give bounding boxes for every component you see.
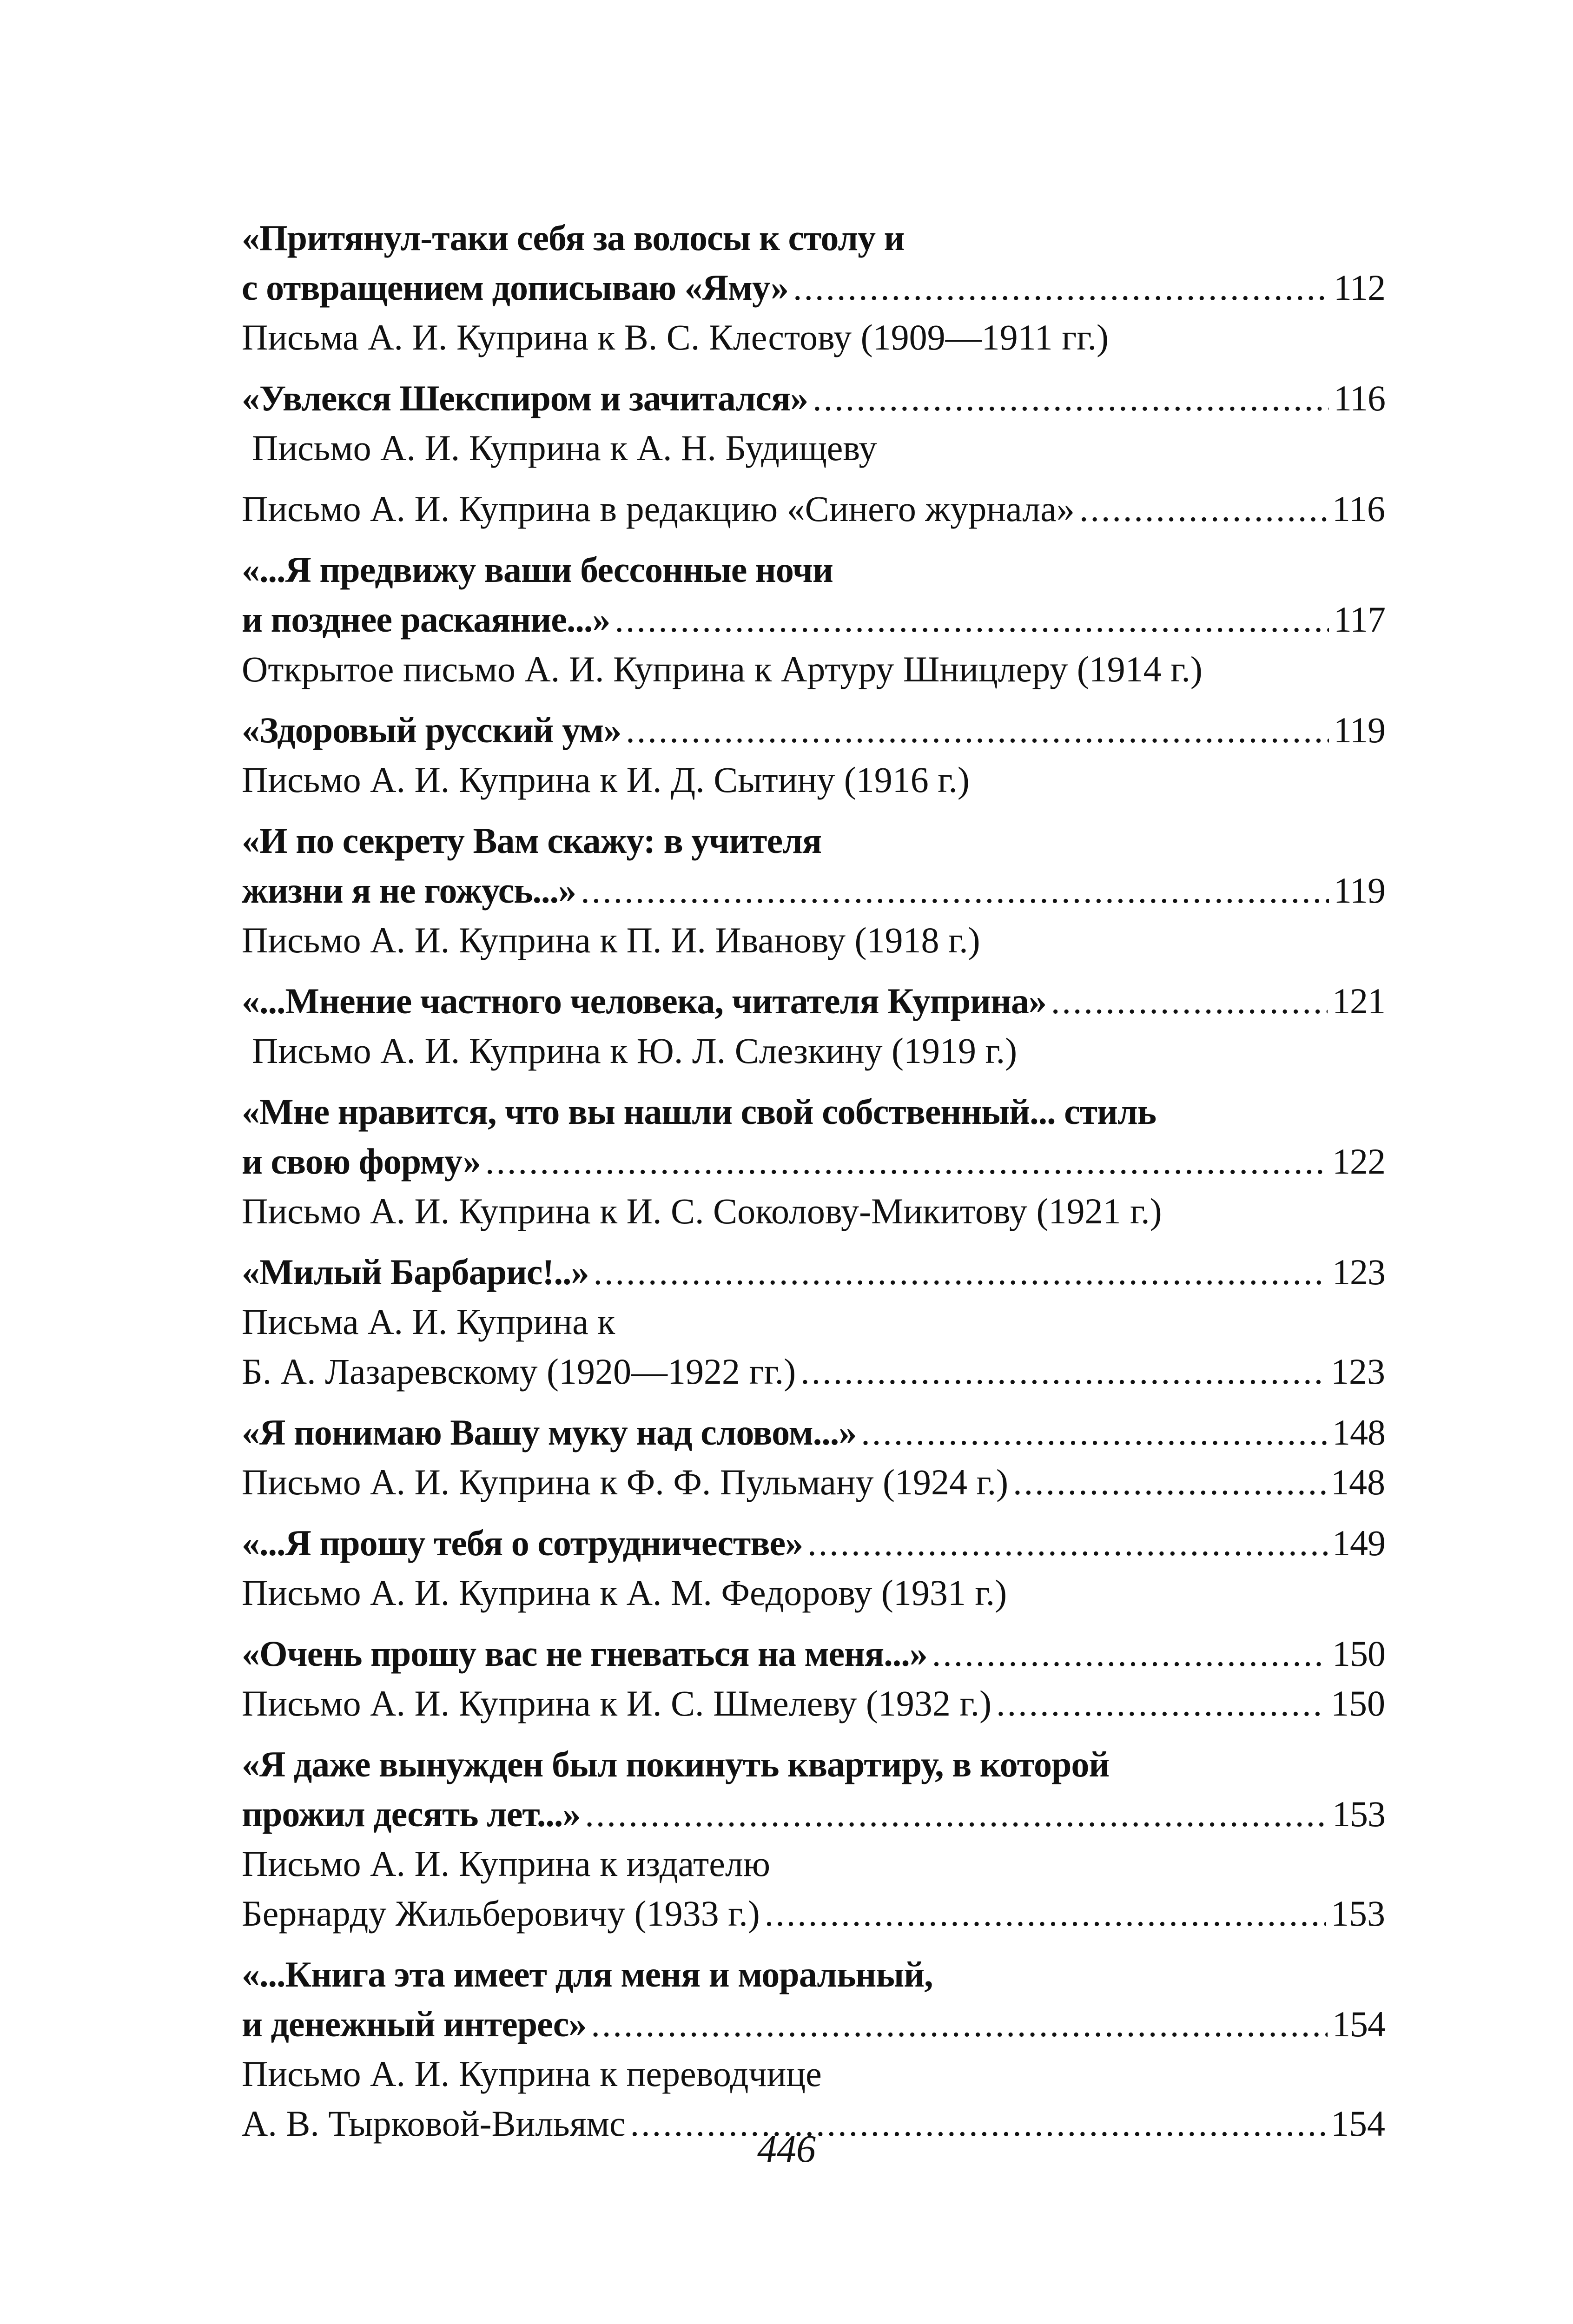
toc-line-text: и позднее раскаяние...» [242, 599, 610, 640]
toc-entry [242, 976, 1385, 1076]
toc-line-text: «...Мнение частного человека, читателя Куприна» [242, 981, 1046, 1021]
toc-subtitle-line [242, 1347, 1385, 1396]
toc-line-text: Письмо А. И. Куприна в редакцию «Синего журнала» [242, 489, 1075, 529]
toc-line-text: и денежный интерес» [242, 2004, 587, 2044]
toc-heading-line [242, 1518, 1385, 1568]
toc-entry [242, 545, 1385, 694]
toc-line-text: Открытое письмо А. И. Куприна к Артуру Шницлеру (1914 г.) [242, 649, 1203, 689]
dot-leader [626, 705, 1329, 755]
toc-line-text: Письмо А. И. Куприна к переводчице [242, 2053, 822, 2094]
dot-leader [800, 1347, 1326, 1396]
toc-page-number: 153 [1332, 1794, 1385, 1834]
dot-leader [1079, 484, 1328, 534]
toc-line-text: с отвращением дописываю «Яму» [242, 267, 789, 308]
toc-page-number: 153 [1331, 1893, 1385, 1934]
toc-entry [242, 373, 1385, 473]
dot-leader [594, 1247, 1328, 1297]
table-of-contents [242, 213, 1385, 2159]
dot-leader [585, 1789, 1328, 1839]
toc-line-text: Письмо А. И. Куприна к И. Д. Сытину (1916 г.) [242, 759, 970, 800]
toc-line-text: жизни я не гожусь...» [242, 870, 576, 911]
dot-leader [807, 1518, 1328, 1568]
toc-heading-line [242, 1247, 1385, 1297]
toc-subtitle-line [242, 1457, 1385, 1507]
toc-heading-line [242, 373, 1385, 423]
toc-line-text: Письмо А. И. Куприна к А. Н. Будищеву [252, 428, 877, 468]
dot-leader [581, 865, 1329, 915]
toc-heading-line [242, 1087, 1385, 1136]
toc-page-number: 150 [1331, 1683, 1385, 1723]
toc-heading-line [242, 594, 1385, 644]
dot-leader [1051, 976, 1328, 1026]
toc-subtitle-line [242, 755, 1385, 805]
toc-page-number: 150 [1332, 1633, 1385, 1674]
toc-line-text: «И по секрету Вам скажу: в учителя [242, 820, 822, 861]
toc-line-text: «Притянул-таки себя за волосы к столу и [242, 218, 905, 258]
toc-entry [242, 1407, 1385, 1507]
toc-heading-line [242, 1949, 1385, 1999]
dot-leader [485, 1136, 1328, 1186]
toc-line-text: Письмо А. И. Куприна к И. С. Соколову-Микитову (1921 г.) [242, 1191, 1162, 1231]
toc-entry [242, 1247, 1385, 1396]
toc-page-number: 148 [1332, 1412, 1385, 1452]
toc-line-text: «Я даже вынужден был покинуть квартиру, в которой [242, 1744, 1110, 1784]
toc-heading-line [242, 705, 1385, 755]
toc-line-text: Письмо А. И. Куприна к Ю. Л. Слезкину (1919 г.) [252, 1030, 1018, 1071]
toc-heading-line [242, 1999, 1385, 2049]
toc-page-number: 117 [1333, 599, 1385, 640]
toc-heading-line [242, 1789, 1385, 1839]
toc-entry [242, 213, 1385, 362]
toc-line-text: «Я понимаю Вашу муку над словом...» [242, 1412, 857, 1452]
toc-line-text: Письмо А. И. Куприна к издателю [242, 1843, 771, 1884]
toc-heading-line [242, 1407, 1385, 1457]
toc-entry [242, 1629, 1385, 1728]
dot-leader [615, 594, 1328, 644]
toc-page-number: 154 [1332, 2004, 1385, 2044]
toc-line-text: Письмо А. И. Куприна к А. М. Федорову (1931 г.) [242, 1572, 1007, 1613]
dot-leader [861, 1407, 1328, 1457]
toc-line-text: «Увлекся Шекспиром и зачитался» [242, 378, 808, 418]
toc-subtitle-line [242, 1026, 1385, 1076]
toc-page-number: 154 [1331, 2103, 1385, 2144]
toc-page-number: 123 [1331, 1351, 1385, 1392]
toc-line-text: Письмо А. И. Куприна к И. С. Шмелеву (1932 г.) [242, 1683, 992, 1723]
dot-leader [765, 1888, 1326, 1938]
toc-page-number: 122 [1332, 1141, 1385, 1182]
toc-page-number: 149 [1332, 1523, 1385, 1563]
toc-subtitle-line [242, 1297, 1385, 1347]
dot-leader [996, 1678, 1326, 1728]
toc-heading-line [242, 1629, 1385, 1678]
dot-leader [932, 1629, 1328, 1678]
toc-entry [242, 816, 1385, 965]
toc-heading-line [242, 865, 1385, 915]
toc-subtitle-line [242, 644, 1385, 694]
toc-subtitle-line [242, 1186, 1385, 1236]
toc-line-text: А. В. Тырковой-Вильямс [242, 2103, 626, 2144]
toc-heading-line [242, 976, 1385, 1026]
toc-line-text: «Милый Барбарис!..» [242, 1252, 589, 1292]
toc-page-number: 116 [1332, 489, 1385, 529]
toc-line-text: «...Я предвижу ваши бессонные ночи [242, 549, 833, 590]
dot-leader [793, 263, 1329, 312]
toc-line-text: Письма А. И. Куприна к В. С. Клестову (1909—1911 гг.) [242, 317, 1109, 357]
toc-page-number: 119 [1333, 710, 1385, 750]
toc-line-text: прожил десять лет...» [242, 1794, 581, 1834]
toc-line-text: Письма А. И. Куприна к [242, 1301, 615, 1342]
toc-page-number: 148 [1331, 1462, 1385, 1502]
toc-subtitle-line [242, 312, 1385, 362]
toc-heading-line [242, 545, 1385, 594]
toc-entry [242, 1739, 1385, 1938]
toc-entry [242, 1518, 1385, 1618]
dot-leader [813, 373, 1329, 423]
page-number: 446 [757, 2127, 816, 2171]
toc-line-text: «Мне нравится, что вы нашли свой собственный... стиль [242, 1091, 1157, 1132]
toc-page-number: 119 [1333, 870, 1385, 911]
toc-line-text: «...Я прошу тебя о сотрудничестве» [242, 1523, 803, 1563]
toc-entry [242, 484, 1385, 534]
toc-line-text: «Здоровый русский ум» [242, 710, 621, 750]
toc-heading-line [242, 816, 1385, 865]
toc-entry [242, 1949, 1385, 2148]
toc-heading-line [242, 213, 1385, 263]
toc-page-number: 116 [1333, 378, 1385, 418]
toc-entry [242, 705, 1385, 805]
toc-line-text: «Очень прошу вас не гневаться на меня...» [242, 1633, 927, 1674]
toc-subtitle-line [242, 1568, 1385, 1618]
dot-leader [1013, 1457, 1326, 1507]
toc-line-text: Письмо А. И. Куприна к Ф. Ф. Пульману (1924 г.) [242, 1462, 1009, 1502]
toc-line-text: Письмо А. И. Куприна к П. И. Иванову (1918 г.) [242, 920, 980, 960]
toc-entry [242, 1087, 1385, 1236]
dot-leader [591, 1999, 1328, 2049]
toc-heading-line [242, 263, 1385, 312]
toc-page-number: 123 [1332, 1252, 1385, 1292]
toc-heading-line [242, 1739, 1385, 1789]
toc-heading-line [242, 1136, 1385, 1186]
toc-page-number: 121 [1332, 981, 1385, 1021]
toc-subtitle-line [242, 1839, 1385, 1888]
toc-subtitle-line [242, 2049, 1385, 2099]
toc-subtitle-line [242, 1888, 1385, 1938]
toc-subtitle-line [242, 915, 1385, 965]
toc-line-text: «...Книга эта имеет для меня и моральный, [242, 1954, 933, 1994]
toc-subtitle-line [242, 484, 1385, 534]
toc-line-text: Б. А. Лазаревскому (1920—1922 гг.) [242, 1351, 796, 1392]
toc-page-number: 112 [1333, 267, 1385, 308]
toc-subtitle-line [242, 423, 1385, 473]
toc-subtitle-line [242, 1678, 1385, 1728]
toc-line-text: и свою форму» [242, 1141, 481, 1182]
toc-line-text: Бернарду Жильберовичу (1933 г.) [242, 1893, 760, 1934]
